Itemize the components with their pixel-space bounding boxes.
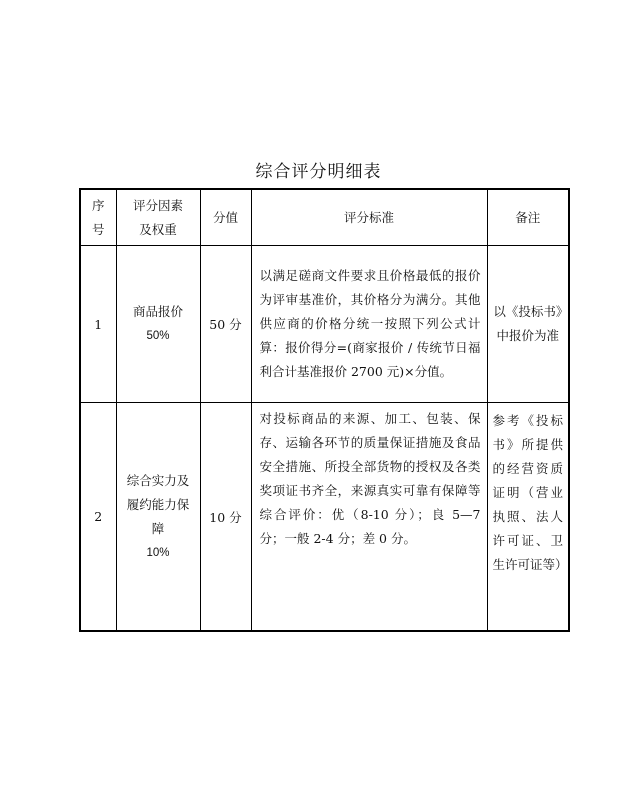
table-header-row (80, 189, 569, 246)
row-no: 2 (80, 403, 116, 632)
row-note: 参考《投标书》所提供的经营资质证明（营业执照、法人许可证、卫生许可证等） (487, 403, 569, 632)
header-standard: 评分标准 (251, 189, 487, 246)
scoring-table (79, 188, 570, 632)
header-factor-line: 评分因素 (132, 197, 183, 213)
row-score: 10 分 (200, 403, 251, 632)
row-standard: 对投标商品的来源、加工、包装、保存、运输各环节的质量保证措施及食品安全措施、所投全部货物的授权及各类奖项证书齐全，来源真实可靠有保障等综合评价：优（8-10 分）；良 5—7 分；一般 2-4 分；差 0 分。 (251, 403, 487, 632)
header-note: 备注 (487, 189, 569, 246)
factor-line: 综合实力及 (126, 472, 190, 488)
row-factor (116, 403, 200, 632)
header-no (80, 189, 116, 246)
row-factor (116, 246, 200, 403)
header-score: 分值 (200, 189, 251, 246)
row-score: 50 分 (200, 246, 251, 403)
factor-weight: 50% (146, 330, 170, 342)
row-note: 以《投标书》中报价为准 (487, 246, 569, 403)
header-no-line: 序 (91, 197, 105, 213)
row-standard: 以满足磋商文件要求且价格最低的报价为评审基准价，其价格分为满分。其他供应商的价格分统一按照下列公式计算：报价得分=(商家报价 / 传统节日福利合计基准报价 2700 元)×分值。 (251, 246, 487, 403)
header-factor (116, 189, 200, 246)
header-factor-line: 及权重 (139, 221, 177, 237)
table-row (80, 246, 569, 403)
document-title: 综合评分明细表 (255, 162, 382, 182)
row-no: 1 (80, 246, 116, 403)
header-no-line: 号 (91, 221, 105, 237)
factor-line: 障 (151, 520, 165, 536)
table-row (80, 403, 569, 632)
factor-weight: 10% (146, 546, 170, 559)
factor-line: 商品报价 (132, 304, 183, 319)
factor-line: 履约能力保 (126, 496, 190, 512)
